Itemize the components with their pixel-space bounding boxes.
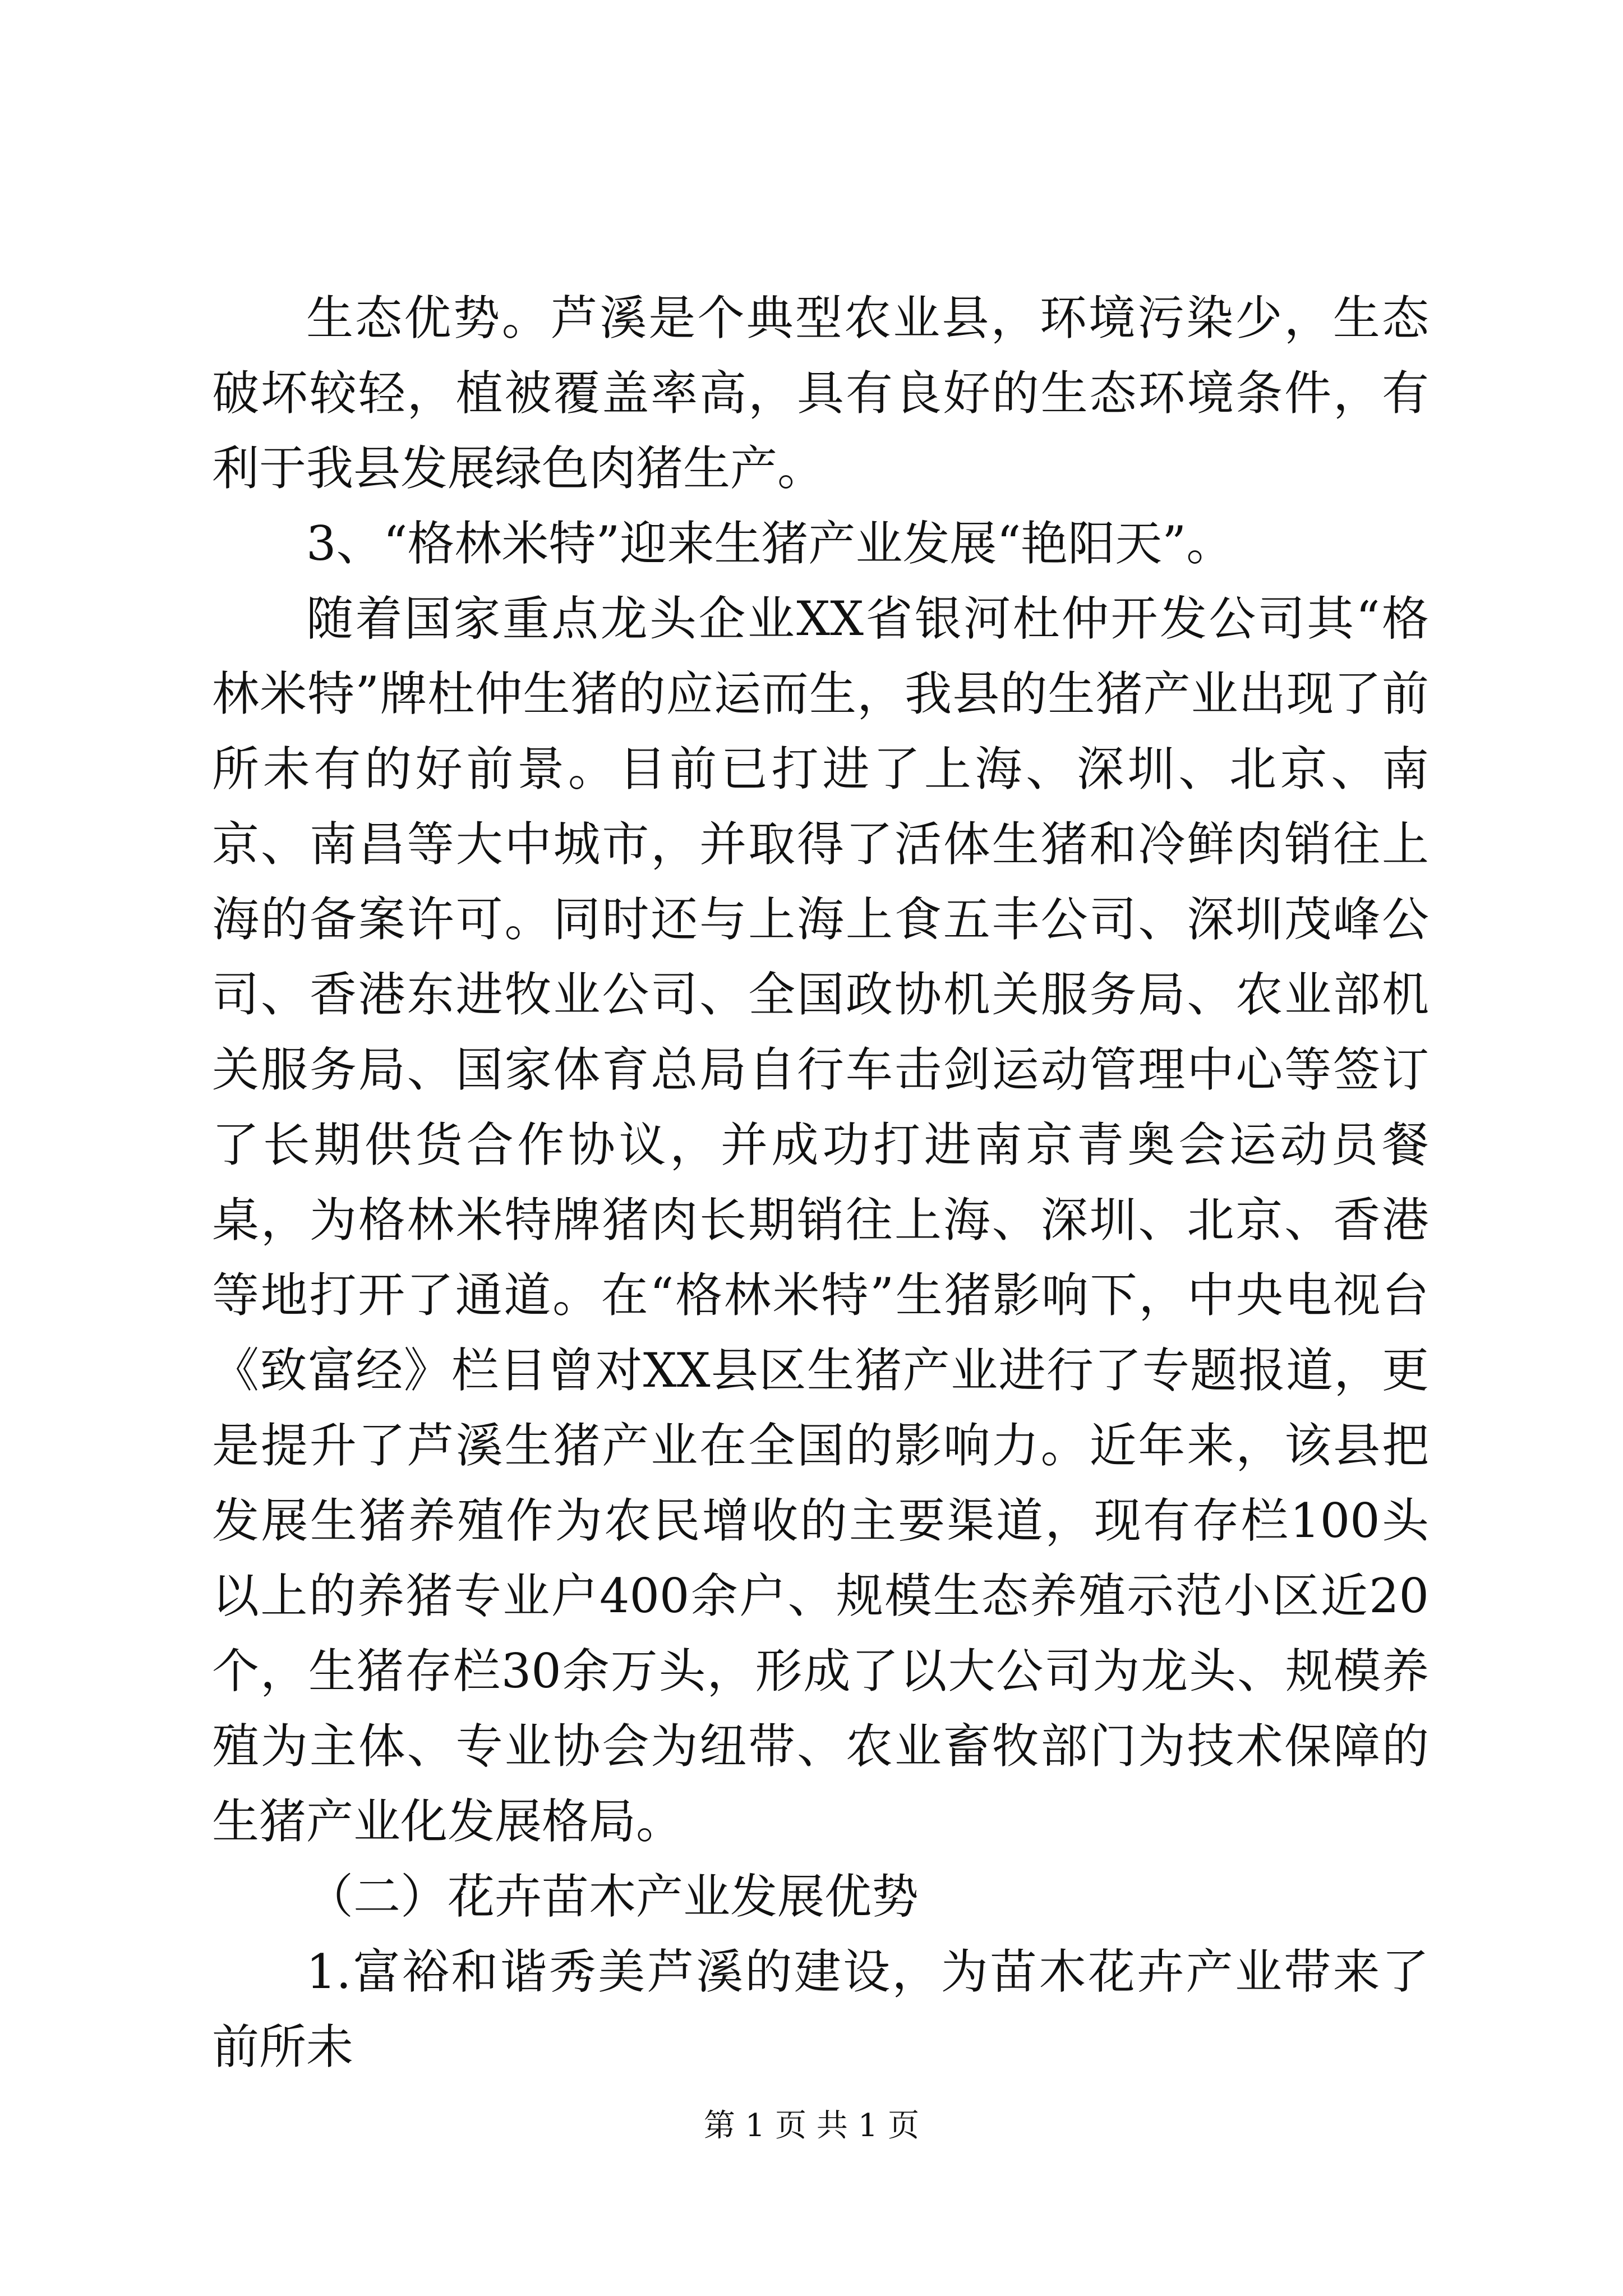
paragraph-flowers: 1.富裕和谐秀美芦溪的建设，为苗木花卉产业带来了前所未 — [212, 1944, 1429, 2074]
section-heading-flowers: （二）花卉苗木产业发展优势 — [306, 1869, 919, 1924]
page-footer: 第 1 页 共 1 页 — [703, 2108, 920, 2144]
paragraph-greenmeat: 随着国家重点龙头企业XX省银河杜仲开发公司其“格林米特”牌杜仲生猪的应运而生，我县的生猪产业出现了前所未有的好前景。目前已打进了上海、深圳、北京、南京、南昌等大中城市，并取得了活体生猪和冷鲜肉销往上海的备案许可。同时还与上海上食五丰公司、深圳茂峰公司、香港东进牧业公司、全国政协机关服务局、农业部机关服务局、国家体育总局自行车击剑运动管理中心等签订了长期供货合作协议，并成功打进南京青奥会运动员餐桌，为格林米特牌猪肉长期销往上海、深圳、北京、香港等地打开了通道。在“格林米特”生猪影响下，中央电视台《致富经》栏目曾对XX县区生猪产业进行了专题报道，更是提升了芦溪生猪产业在全国的影响力。近年来，该县把发展生猪养殖作为农民增收的主要渠道，现有存栏100头以上的养猪专业户400余户、规模生态养殖示范小区近20个，生猪存栏30余万头，形成了以大公司为龙头、规模养殖为主体、专业协会为纽带、农业畜牧部门为技术保障的生猪产业化发展格局。 — [212, 591, 1429, 1849]
heading-greenmeat: 3、“格林米特”迎来生猪产业发展“艳阳天”。 — [306, 516, 1234, 571]
paragraph-ecology: 生态优势。芦溪是个典型农业县，环境污染少，生态破坏较轻，植被覆盖率高，具有良好的生态环境条件，有利于我县发展绿色肉猪生产。 — [212, 291, 1429, 496]
document-body — [212, 280, 1429, 2085]
